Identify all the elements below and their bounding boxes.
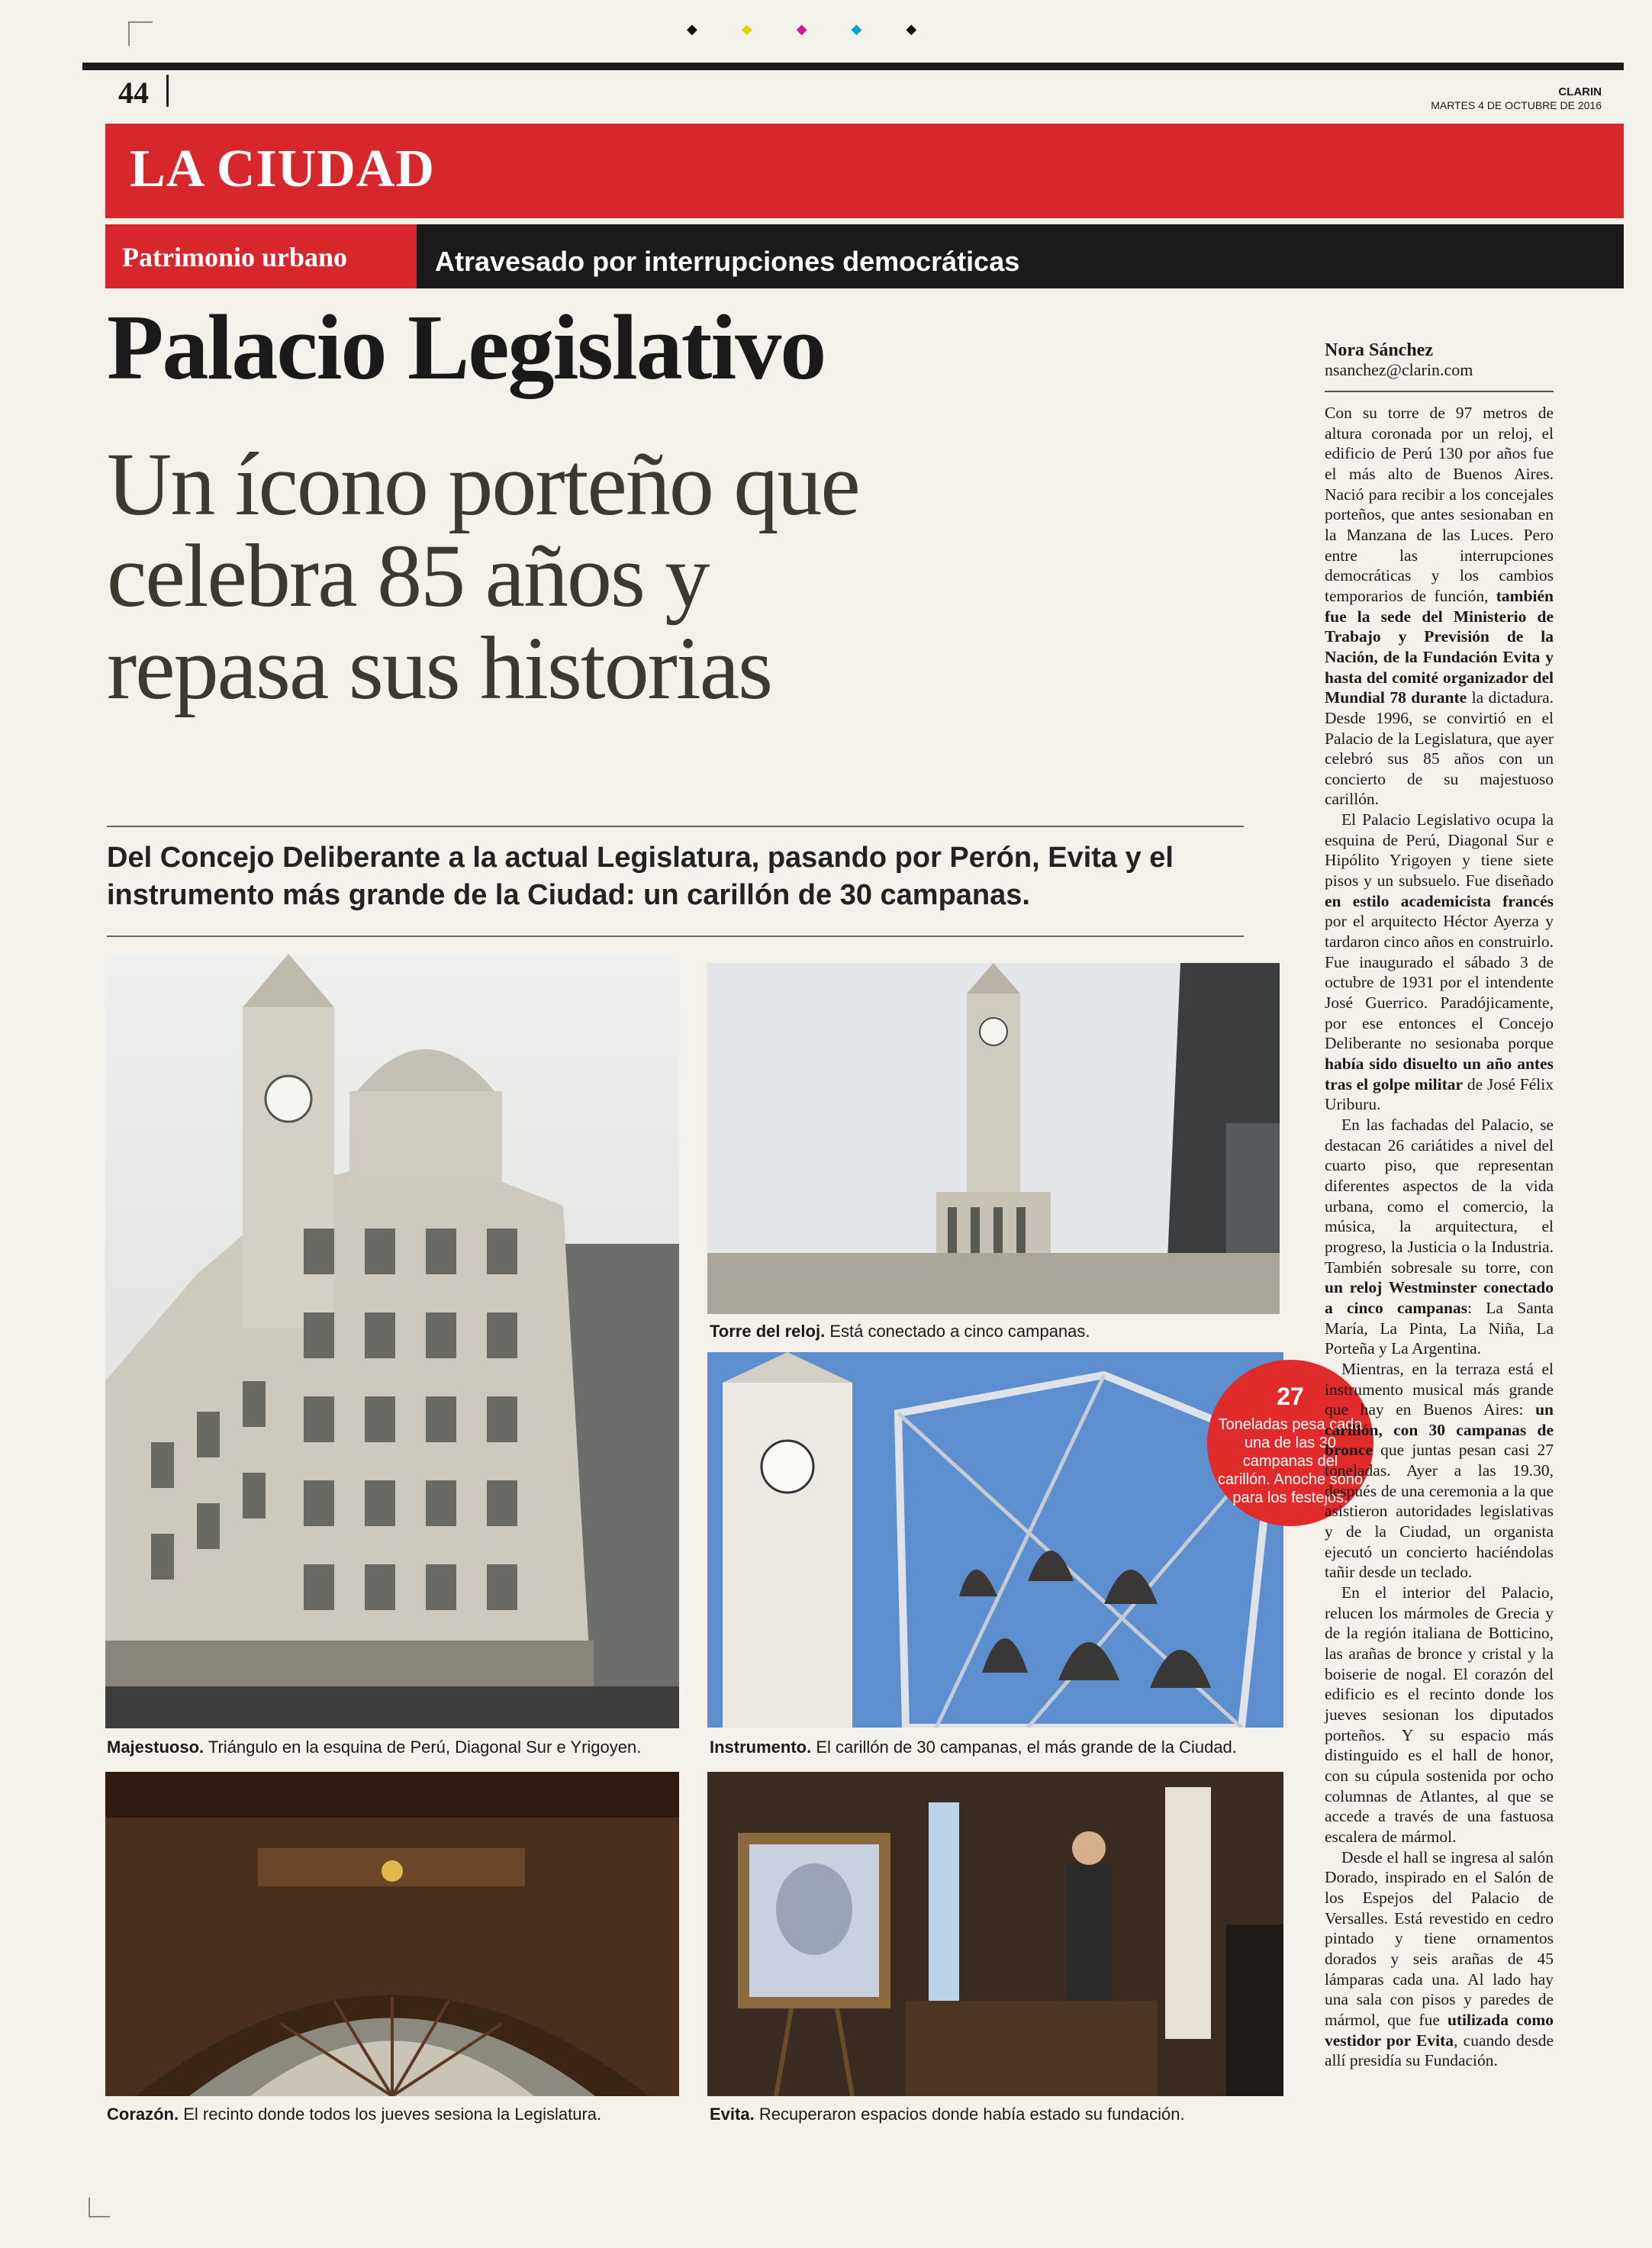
color-registration-dots: ◆◆◆◆◆ [687, 21, 961, 37]
photo-majestuoso [105, 954, 679, 1728]
bold-run: un reloj Westminster conectado a cinco campanas [1325, 1278, 1554, 1317]
caption-text: Recuperaron espacios donde había estado su fundación. [758, 2105, 1185, 2124]
photo-instrumento [707, 1352, 1283, 1728]
registration-mark [89, 2198, 110, 2217]
caption-torre [710, 1322, 1290, 1341]
article-paragraph: Desde el hall se ingresa al salón Dorado, inspirado en el Salón de los Espejos del Palacio de Versalles. Está revestido en cedro pintado y tiene ornamentos dorados y seis arañas de 45 lámparas cada una. Al lado hay una sala con pisos y paredes de mármol, que fue utilizada como vestidor por Evita, cuando desde allí presidía su Fundación. [1325, 1847, 1554, 2070]
bold-run: utilizada como vestidor por Evita [1325, 2010, 1554, 2050]
caption-text: Triángulo en la esquina de Perú, Diagonal Sur e Yrigoyen. [208, 1738, 642, 1757]
deck-top-rule [107, 826, 1244, 827]
page-number: 44 [118, 76, 149, 110]
publication-name: CLARIN [1558, 85, 1602, 98]
deck-bottom-rule [107, 936, 1244, 937]
bold-run: un carillón, con 30 campanas de bronce [1325, 1400, 1554, 1460]
byline-email: nsanchez@clarin.com [1325, 360, 1473, 379]
header-rule [82, 63, 1624, 70]
caption-bold: Torre del reloj. [710, 1322, 826, 1341]
headline-sub [107, 434, 1328, 718]
caption-bold: Instrumento. [710, 1738, 812, 1757]
kicker-label: Patrimonio urbano [122, 242, 348, 272]
byline-rule [1325, 391, 1554, 392]
stat-number: 27 [1277, 1383, 1304, 1410]
caption-majestuoso [107, 1738, 687, 1757]
bold-run: había sido disuelto un año antes tras el golpe militar [1325, 1055, 1554, 1093]
article-paragraph: El Palacio Legislativo ocupa la esquina de Perú, Diagonal Sur e Hipólito Yrigoyen y tiene siete pisos y un subsuelo. Fue diseñado en estilo academicista francés por el arquitecto Héctor Ayerza y tardaron cinco años en construirlo. Fue inaugurado el sábado 3 de octubre de 1931 por el intendente José Guerrico. Paradójicamente, por ese entonces el Concejo Deliberante no sesionaba porque había sido disuelto un año antes tras el golpe militar de José Félix Uriburu. [1325, 810, 1554, 1114]
headline-sub-line: celebra 85 años y [107, 526, 709, 626]
publication-date: MARTES 4 DE OCTUBRE DE 2016 [1431, 99, 1602, 111]
photo-torre [707, 963, 1280, 1314]
page-number-divider [166, 75, 169, 107]
byline-name: Nora Sánchez [1325, 340, 1433, 360]
section-title: LA CIUDAD [130, 140, 435, 198]
article-paragraph: En el interior del Palacio, relucen los mármoles de Grecia y de la región italiana de Botticino, las arañas de bronce y cristal y la boiserie de nogal. El corazón del edificio es el recinto donde los jueves sesionan los diputados porteños. Y su espacio más distinguido es el hall de honor, con su cúpula sostenida por ocho columnas de Atlantes, al que se accede a través de una fastuosa escalera de mármol. [1325, 1583, 1554, 1846]
caption-text: Está conectado a cinco campanas. [829, 1322, 1090, 1341]
registration-mark [128, 21, 153, 46]
bold-run: también fue la sede del Ministerio de Trabajo y Previsión de la Nación, de la Fundación Evita y hasta del comité organizador del Mundial 78 durante [1325, 586, 1554, 707]
kicker-text: Atravesado por interrupciones democráticas [435, 246, 1020, 277]
caption-bold: Majestuoso. [107, 1738, 204, 1757]
stat-text: Toneladas pesa cada una de las 30 campanas del carillón. Anoche sonó para los festejos. [1217, 1416, 1364, 1506]
photo-evita [707, 1772, 1283, 2096]
article-deck: Del Concejo Deliberante a la actual Legislatura, pasando por Perón, Evita y el instrumento más grande de la Ciudad: un carillón de 30 campanas. [107, 842, 1174, 912]
caption-text: El recinto donde todos los jueves sesiona la Legislatura. [183, 2105, 602, 2124]
headline-main: Palacio Legislativo [107, 296, 826, 399]
caption-instrumento [710, 1738, 1297, 1757]
headline-sub-line: Un ícono porteño que [107, 434, 859, 534]
article-body [1325, 403, 1554, 2071]
photo-corazon [105, 1772, 679, 2096]
article-paragraph: Mientras, en la terraza está el instrumento musical más grande que hay en Buenos Aires: un carillón, con 30 campanas de bronce que juntas pesan casi 27 toneladas. Ayer a las 19.30, después de una ceremonia a la que asistieron autoridades legislativas y de la Ciudad, un organista ejecutó un concierto haciéndolas tañir desde un teclado. [1325, 1359, 1554, 1582]
caption-bold: Evita. [710, 2105, 755, 2124]
article-paragraph: Con su torre de 97 metros de altura coronada por un reloj, el edificio de Perú 130 por años fue el más alto de Buenos Aires. Nació para recibir a los concejales porteños, que antes sesionaban en la Manzana de las Luces. Pero entre las interrupciones democráticas y los cambios temporarios de función, también fue la sede del Ministerio de Trabajo y Previsión de la Nación, de la Fundación Evita y hasta del comité organizador del Mundial 78 durante la dictadura. Desde 1996, se convirtió en el Palacio de la Legislatura, que ayer celebró sus 85 años con un concierto de su majestuoso carillón. [1325, 404, 1554, 809]
caption-bold: Corazón. [107, 2105, 179, 2124]
caption-evita [710, 2105, 1297, 2124]
caption-corazon [107, 2105, 687, 2124]
headline-sub-line: repasa sus historias [107, 617, 772, 718]
caption-text: El carillón de 30 campanas, el más grande de la Ciudad. [816, 1738, 1237, 1757]
article-paragraph: En las fachadas del Palacio, se destacan 26 cariátides a nivel del cuarto piso, que representan diferentes aspectos de la vida urbana, como el comercio, la música, la arquitectura, el progreso, la Justicia o la Industria. También sobresale su torre, con un reloj Westminster conectado a cinco campanas: La Santa María, La Pinta, La Niña, La Porteña y La Argentina. [1325, 1115, 1554, 1358]
bold-run: en estilo academicista francés [1325, 891, 1554, 910]
